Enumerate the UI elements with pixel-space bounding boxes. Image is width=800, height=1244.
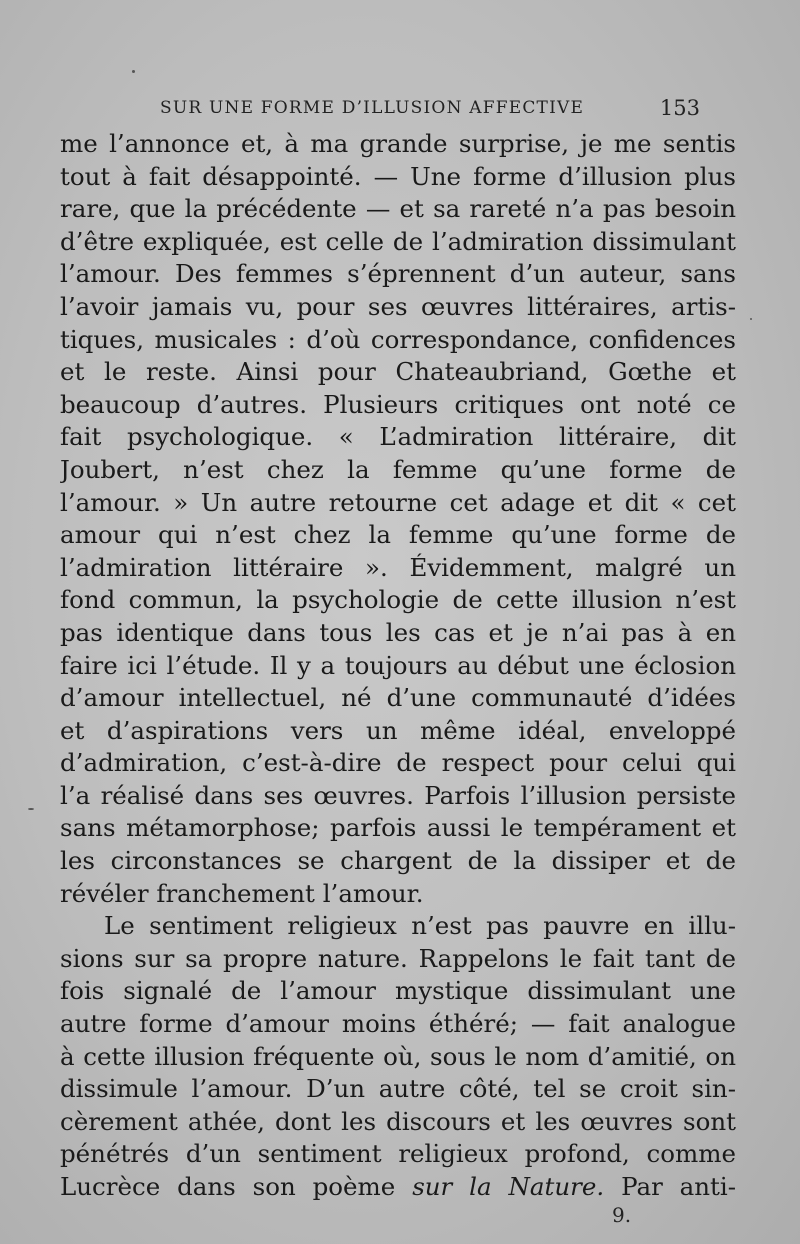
text-line: Joubert, n’est chez la femme qu’une forme de — [60, 454, 736, 484]
dust-speck — [28, 808, 34, 810]
text-line: d’amour intellectuel, né d’une communauté d’idées — [60, 683, 736, 713]
final-line-end: Par anti- — [621, 1172, 736, 1201]
text-line: l’admiration littéraire ». Évidemment, malgré un — [60, 552, 736, 582]
paragraph-start-line: Le sentiment religieux n’est pas pauvre en illu- — [104, 911, 736, 941]
text-line: pas identique dans tous les cas et je n’ai pas à en — [60, 617, 736, 647]
italic-title: sur la Nature. — [412, 1172, 605, 1201]
final-text-line — [60, 1171, 736, 1204]
body-text — [60, 128, 736, 1204]
text-line: l’a réalisé dans ses œuvres. Parfois l’illusion persiste — [60, 780, 736, 810]
text-line: beaucoup d’autres. Plusieurs critiques ont noté ce — [60, 389, 736, 419]
text-line: l’avoir jamais vu, pour ses œuvres littéraires, artis- — [60, 291, 736, 321]
text-line: rare, que la précédente — et sa rareté n’a pas besoin — [60, 194, 736, 224]
text-line: à cette illusion fréquente où, sous le nom d’amitié, on — [60, 1041, 736, 1071]
page-header — [150, 98, 710, 128]
signature-mark: 9. — [612, 1203, 632, 1227]
text-line: l’amour. Des femmes s’éprennent d’un auteur, sans — [60, 259, 736, 289]
text-line: faire ici l’étude. Il y a toujours au début une éclosion — [60, 650, 736, 680]
page-number: 153 — [659, 96, 700, 120]
text-line: tout à fait désappointé. — Une forme d’illusion plus — [60, 161, 736, 191]
text-line: et d’aspirations vers un même idéal, enveloppé — [60, 715, 736, 745]
text-line: les circonstances se chargent de la dissiper et de — [60, 846, 736, 876]
text-line: amour qui n’est chez la femme qu’une forme de — [60, 520, 736, 550]
dust-speck — [132, 70, 135, 73]
paragraph-end-line: révéler franchement l’amour. — [60, 878, 424, 908]
dust-speck — [750, 318, 752, 320]
text-line: me l’annonce et, à ma grande surprise, je me sentis — [60, 129, 736, 158]
final-line-start: Lucrèce dans son poème — [60, 1172, 396, 1201]
text-line: tiques, musicales : d’où correspondance, confidences — [60, 324, 736, 354]
running-title: SUR UNE FORME D’ILLUSION AFFECTIVE — [160, 98, 585, 118]
text-line: et le reste. Ainsi pour Chateaubriand, Gœthe et — [60, 357, 736, 387]
text-line: l’amour. » Un autre retourne cet adage et dit « cet — [60, 487, 736, 517]
text-line: fond commun, la psychologie de cette illusion n’est — [60, 585, 736, 615]
text-line: d’admiration, c’est-à-dire de respect pour celui qui — [60, 748, 736, 778]
text-line: sans métamorphose; parfois aussi le tempérament et — [60, 813, 736, 843]
text-line: fait psychologique. « L’admiration littéraire, dit — [60, 422, 736, 452]
text-line: sions sur sa propre nature. Rappelons le fait tant de — [60, 943, 736, 973]
text-line: cèrement athée, dont les discours et les œuvres sont — [60, 1106, 736, 1136]
text-line: autre forme d’amour moins éthéré; — fait analogue — [60, 1009, 736, 1039]
text-line: dissimule l’amour. D’un autre côté, tel se croit sin- — [60, 1074, 736, 1104]
text-line: pénétrés d’un sentiment religieux profond, comme — [60, 1139, 736, 1169]
text-line: d’être expliquée, est celle de l’admiration dissimulant — [60, 226, 736, 256]
text-line: fois signalé de l’amour mystique dissimulant une — [60, 976, 736, 1006]
